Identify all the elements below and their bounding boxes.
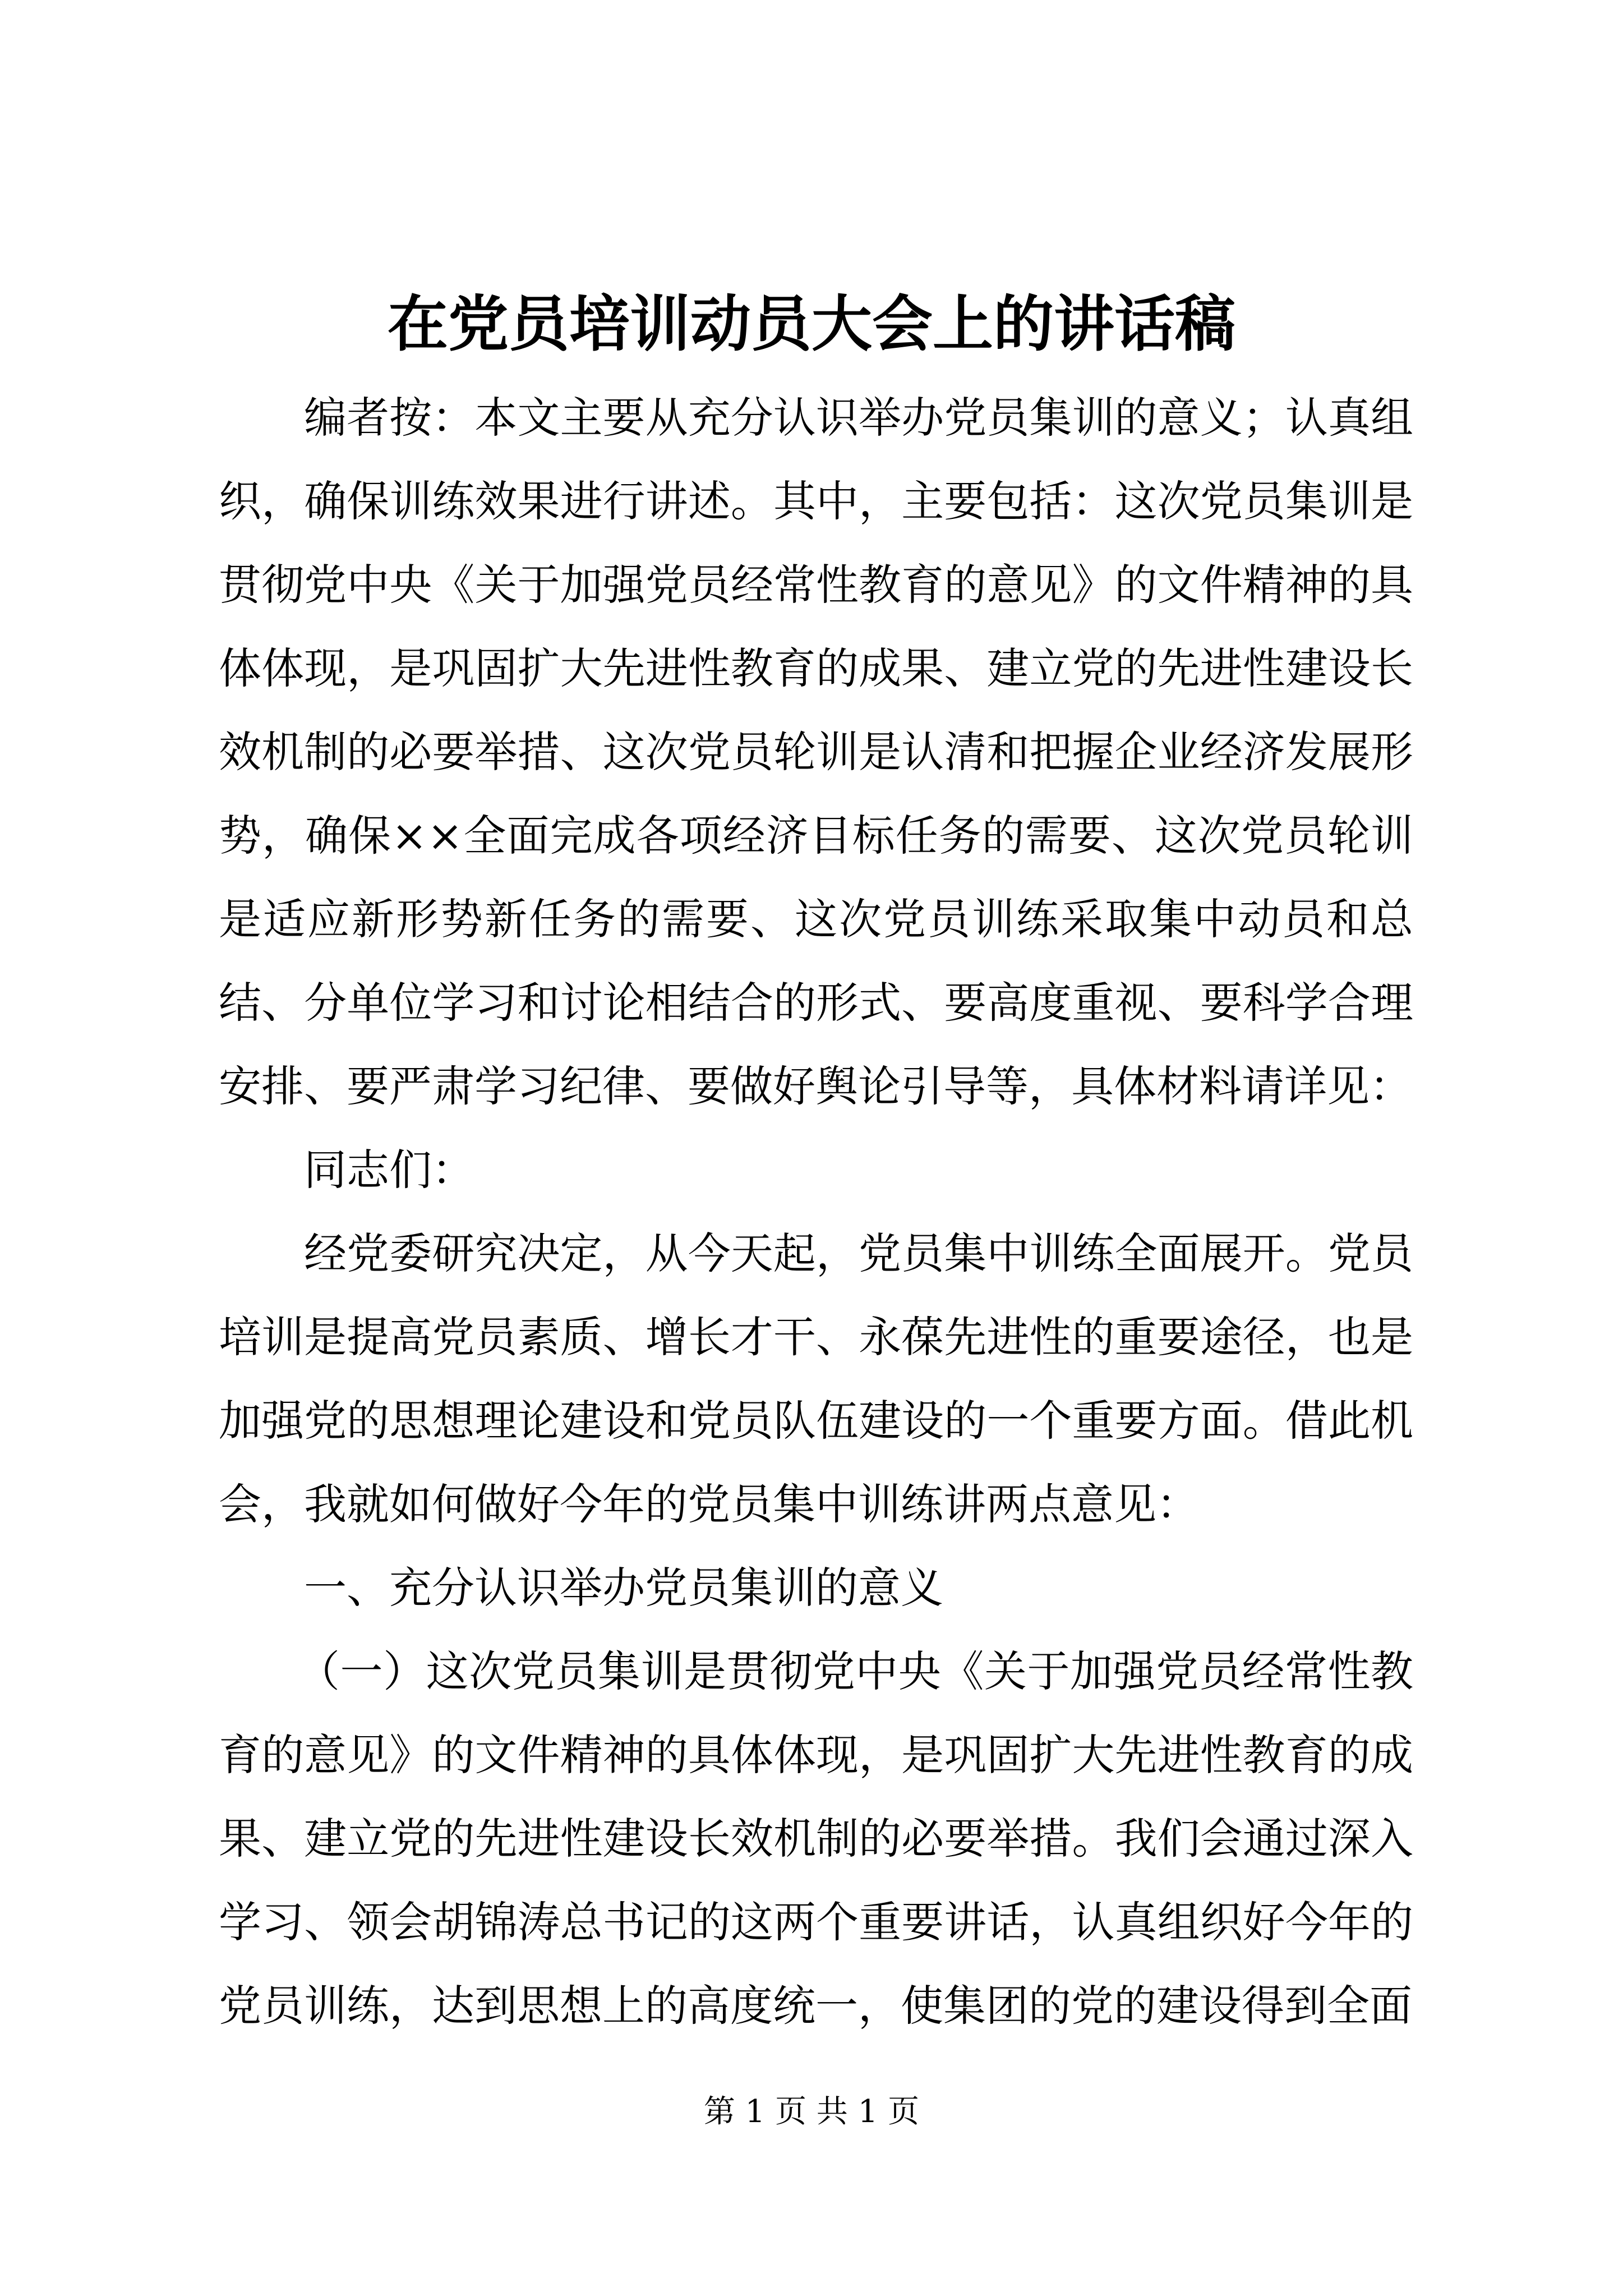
document-body (219, 376, 1413, 2047)
page-footer: 第 1 页 共 1 页 (703, 2093, 920, 2130)
body-paragraph: 经党委研究决定，从今天起，党员集中训练全面展开。党员培训是提高党员素质、增长才干、永葆先进性的重要途径，也是加强党的思想理论建设和党员队伍建设的一个重要方面。借此机会，我就如何做好今年的党员集中训练讲两点意见： (219, 1228, 1413, 1529)
section-heading: 一、充分认识举办党员集训的意义 (304, 1563, 943, 1613)
document-title: 在党员培训动员大会上的讲话稿 (387, 289, 1235, 360)
salutation-paragraph: 同志们： (304, 1145, 474, 1195)
subsection-paragraph: （一）这次党员集训是贯彻党中央《关于加强党员经常性教育的意见》的文件精神的具体体现，是巩固扩大先进性教育的成果、建立党的先进性建设长效机制的必要举措。我们会通过深入学习、领会胡锦涛总书记的这两个重要讲话，认真组织好今年的党员训练，达到思想上的高度统一，使集团的党的建设得到全面 (219, 1646, 1413, 2031)
editor-note-paragraph: 编者按：本文主要从充分认识举办党员集训的意义；认真组织，确保训练效果进行讲述。其中，主要包括：这次党员集训是贯彻党中央《关于加强党员经常性教育的意见》的文件精神的具体体现，是巩固扩大先进性教育的成果、建立党的先进性建设长效机制的必要举措、这次党员轮训是认清和把握企业经济发展形势，确保××全面完成各项经济目标任务的需要、这次党员轮训是适应新形势新任务的需要、这次党员训练采取集中动员和总结、分单位学习和讨论相结合的形式、要高度重视、要科学合理安排、要严肃学习纪律、要做好舆论引导等，具体材料请详见： (219, 393, 1413, 1111)
